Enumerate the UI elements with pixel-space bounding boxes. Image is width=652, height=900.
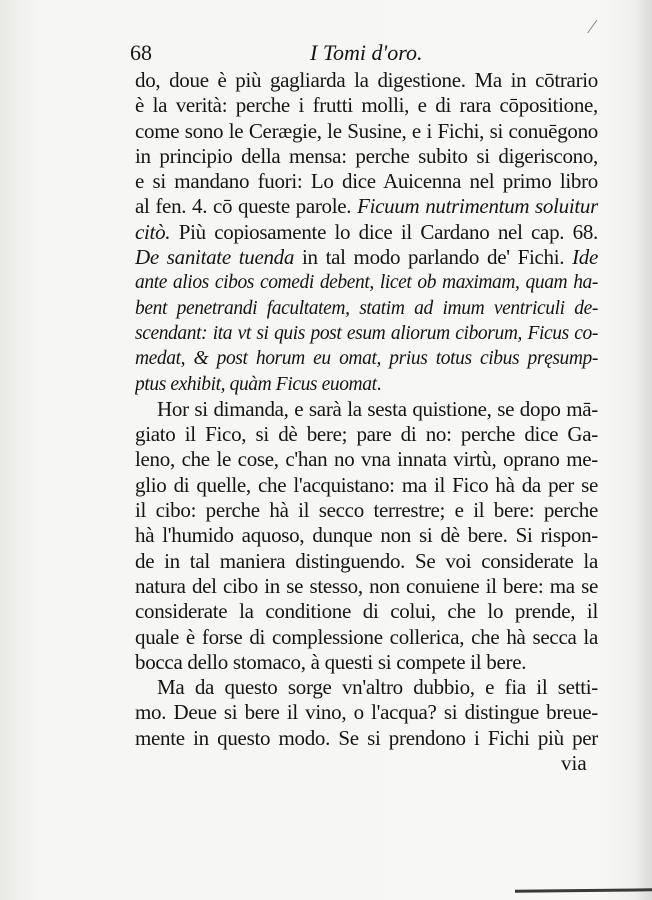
text-line: e si mandano fuori: Lo dice Auicenna nel primo libro bbox=[135, 169, 598, 194]
text-line: considerate la conditione di colui, che lo prende, il bbox=[135, 599, 598, 624]
latin-quote-line bbox=[135, 372, 598, 397]
text-line: de in tal maniera distinguendo. Se voi considerate la bbox=[135, 548, 598, 573]
text-line: mente in questo modo. Se si prendono i Fichi più per bbox=[135, 725, 598, 750]
page-edge-rule bbox=[515, 888, 652, 892]
line-text: al fen. 4. cō queste parole. bbox=[135, 194, 352, 219]
latin-quote-line: medat, & post horum eu omat, prius totus cibus pręsump- bbox=[135, 348, 598, 370]
paragraph-first-line: Ma da questo sorge vn'altro dubbio, e fia il setti- bbox=[157, 675, 598, 700]
latin-quote-line: scendant: ita vt si quis post esum aliorum ciborum, Ficus co- bbox=[135, 322, 598, 344]
text-line: do, doue è più gagliarda la digestione. Ma in cōtrario bbox=[135, 68, 598, 92]
text-line bbox=[135, 245, 598, 270]
text-line bbox=[135, 220, 598, 245]
text-line: hà l'humido aquoso, dunque non si dè bere. Si rispon- bbox=[135, 523, 598, 548]
text-line: natura del cibo in se stesso, non conuiene il bere: ma se bbox=[135, 573, 598, 598]
line-text: Più copiosamente lo dice il Cardano nel cap. 68. bbox=[178, 219, 598, 244]
running-title: I Tomi d'oro. bbox=[310, 40, 423, 65]
latin-citation: Ficuum nutrimentum soluitur bbox=[357, 194, 598, 219]
text-line: bocca dello stomaco, à questi si compete il bere. bbox=[135, 649, 527, 674]
text-line: in principio della mensa: perche subito si digeriscono, bbox=[135, 143, 598, 168]
text-line: leno, che le cose, c'han no vna innata virtù, oprano me- bbox=[135, 447, 598, 472]
body-text bbox=[135, 68, 598, 751]
page-number: 68 bbox=[130, 40, 152, 65]
latin-citation: Ide bbox=[572, 245, 598, 270]
text-line: glio di quelle, che l'acquistano: ma il Fico hà da per se bbox=[135, 472, 598, 497]
text-line: come sono le Cerægie, le Susine, e i Fichi, si conuēgono bbox=[135, 118, 598, 143]
text-line: è la verità: perche i frutti molli, e di rara cōpositione, bbox=[135, 93, 598, 118]
corner-pencil-mark: ⁄ bbox=[590, 16, 594, 38]
running-head bbox=[130, 40, 610, 66]
paragraph-first-line: Hor si dimanda, e sarà la sesta quistione, se dopo mā- bbox=[157, 396, 598, 421]
latin-quote-line: ante alios cibos comedi debent, licet ob maximam, quam ha- bbox=[135, 272, 598, 294]
quote-end-punctuation: . bbox=[376, 373, 382, 395]
text-line: quale è forse di complessione collerica, che hà secca la bbox=[135, 624, 598, 649]
latin-quote-line: bent penetrandi facultatem, statim ad imum ventriculi de- bbox=[135, 297, 598, 319]
text-line: giato il Fico, si dè bere; pare di no: perche dice Ga- bbox=[135, 422, 598, 447]
catchword: via bbox=[561, 751, 587, 775]
text-line: mo. Deue si bere il vino, o l'acqua? si distingue breue- bbox=[135, 700, 598, 725]
latin-quote-end: ptus exhibit, quàm Ficus euomat bbox=[135, 373, 377, 395]
line-text: in tal modo parlando de' Fichi. bbox=[301, 245, 565, 270]
text-line bbox=[135, 194, 598, 219]
latin-citation: citò. bbox=[135, 219, 171, 244]
latin-work-title: De sanitate tuenda bbox=[135, 245, 295, 270]
gutter-shadow bbox=[634, 0, 652, 900]
text-line: il cibo: perche hà il secco terrestre; e il bere: perche bbox=[135, 498, 598, 523]
